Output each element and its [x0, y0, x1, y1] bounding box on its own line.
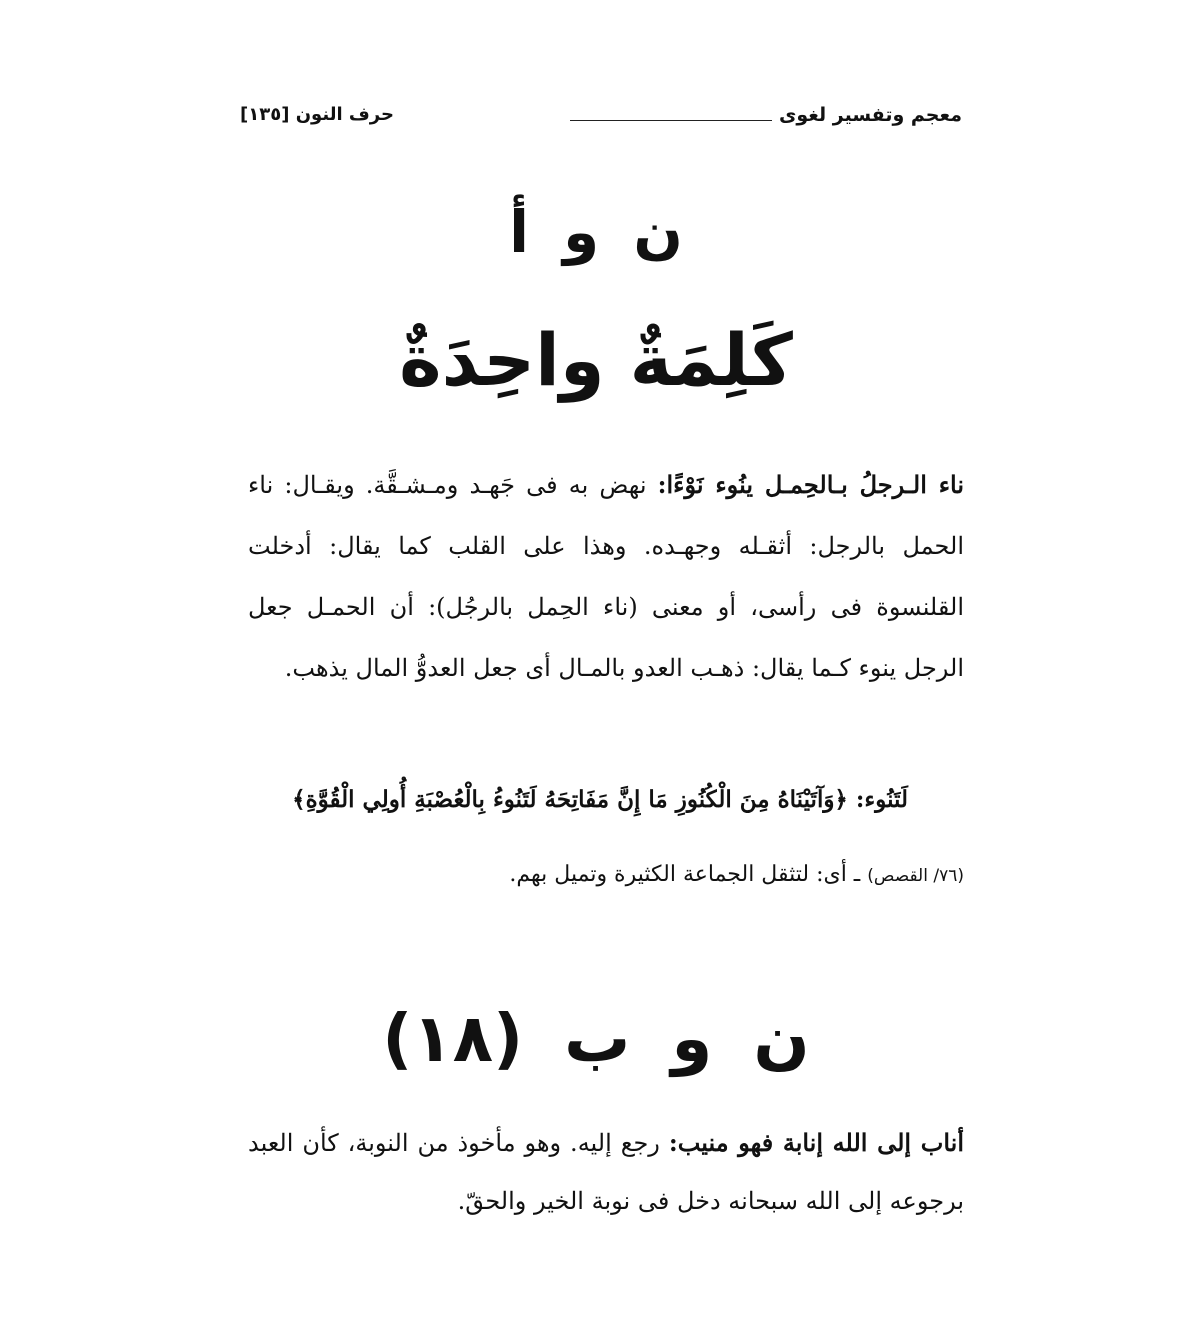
definition-paragraph — [248, 454, 964, 699]
headword: ناء الـرجلُ بـالحِمـل ينُوء نَوْءًا: — [657, 470, 964, 499]
headword-2: أناب إلى الله إنابة فهو منيب: — [668, 1128, 965, 1157]
definition-text-2: رجع إليه. وهو مأخوذ من النوبة، كأن العبد برجوعه إلى الله سبحانه دخل فى نوبة الخير والحقّ. — [248, 1129, 964, 1215]
root-heading-nwb: ن و ب (١٨) — [382, 1000, 810, 1077]
definition-paragraph-2 — [248, 1114, 964, 1230]
running-header — [240, 104, 962, 134]
quote-verse: ﴿وَآتَيْنَاهُ مِنَ الْكُنُوزِ مَا إِنَّ مَفَاتِحَهُ لَتَنُوءُ بِالْعُصْبَةِ أُولِي الْقُوَّةِ﴾ — [292, 786, 856, 813]
book-title: معجم وتفسير لغوى — [778, 104, 962, 126]
root-heading-nwa: ن و أ — [509, 198, 683, 266]
definition-text: نهض به فى جَهـد ومـشـقَّة. ويقـال: ناء الحمل بالرجل: أثقـله وجهـده. وهذا على القلب كما يقال: أدخلت القلنسوة فى رأسى، أو معنى (ناء الحِمل بالرجُل): أن الحمـل جعل الرجل ينوء كـما يقال: ذهـب العدو بالمـال أى جعل العدوُّ المال يذهب. — [248, 471, 964, 682]
quote-headword: لَتَنُوء: — [855, 786, 908, 813]
verse-reference: (٧٦/ القصص) — [867, 866, 964, 886]
entry-subtitle: كَلِمَةٌ واحِدَةٌ — [399, 318, 793, 402]
quote-explanation — [248, 855, 964, 896]
chapter-and-page-number: حرف النون [١٣٥] — [240, 104, 394, 125]
quran-quote — [248, 780, 908, 820]
explanation-text: ـ أى: لتثقل الجماعة الكثيرة وتميل بهم. — [509, 862, 868, 887]
header-rule — [570, 120, 772, 121]
